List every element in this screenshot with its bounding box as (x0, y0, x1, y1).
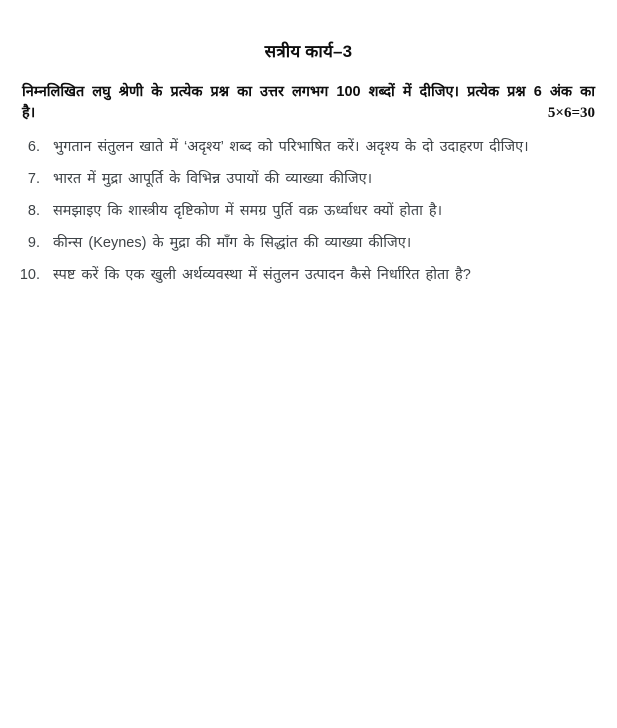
question-number: 7. (27, 171, 40, 187)
question-text: भुगतान संतुलन खाते में ‘अदृश्य’ शब्द को परिभाषित करें। अदृश्य के दो उदाहरण दीजिए। (53, 139, 529, 155)
instruction-line-2-text: है। (22, 105, 36, 121)
question-row (0, 169, 597, 189)
instruction-line-1: निम्नलिखित लघु श्रेणी के प्रत्येक प्रश्न का उत्तर लगभग 100 शब्दों में दीजिए। प्रत्येक प्रश्न 6 अंक का (22, 84, 595, 100)
question-row (0, 265, 597, 285)
question-text: कीन्स (Keynes) के मुद्रा की माँग के सिद्धांत की व्याख्या कीजिए। (53, 235, 412, 251)
question-row (0, 201, 597, 221)
question-list (0, 137, 597, 297)
question-number: 9. (27, 235, 40, 251)
page-title: सत्रीय कार्य–3 (264, 42, 353, 61)
marks-total: 5×6=30 (547, 105, 595, 121)
instruction-line-2 (22, 103, 595, 124)
question-number: 6. (27, 139, 40, 155)
question-row (0, 233, 597, 253)
question-text: स्पष्ट करें कि एक खुली अर्थव्यवस्था में संतुलन उत्पादन कैसे निर्धारित होता है? (53, 267, 471, 283)
question-text: समझाइए कि शास्त्रीय दृष्टिकोण में समग्र पुर्ति वक्र ऊर्ध्वाधर क्यों होता है। (53, 203, 443, 219)
instruction-block (22, 82, 595, 124)
question-row (0, 137, 597, 157)
question-number: 8. (27, 203, 40, 219)
question-number: 10. (19, 267, 40, 283)
question-text: भारत में मुद्रा आपूर्ति के विभिन्न उपायों की व्याख्या कीजिए। (53, 171, 373, 187)
